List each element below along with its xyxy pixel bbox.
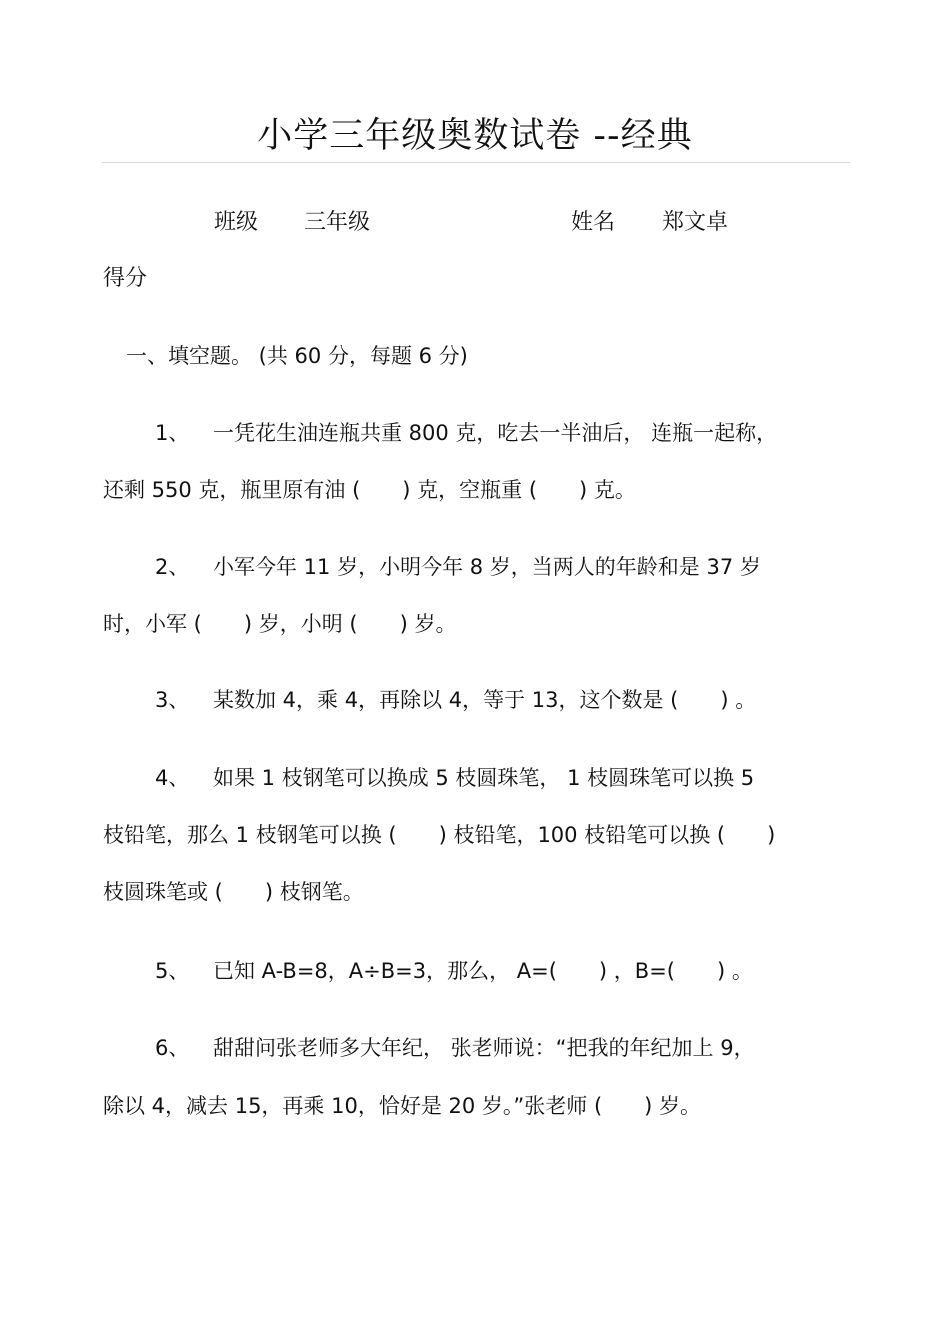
question-6-number: 6、 bbox=[155, 1036, 190, 1060]
page-title: 小学三年级奥数试卷 --经典 bbox=[257, 116, 693, 156]
question-2-line-2: 时，小军 ( ) 岁，小明 ( ) 岁。 bbox=[103, 612, 457, 636]
question-6-cont bbox=[103, 1090, 851, 1120]
question-3 bbox=[103, 684, 851, 714]
name-value: 郑文卓 bbox=[662, 210, 729, 235]
question-3-line-1: 某数加 4，乘 4，再除以 4，等于 13，这个数是 ( ) 。 bbox=[213, 688, 757, 712]
title-divider bbox=[102, 162, 850, 163]
question-4-cont-2 bbox=[103, 876, 851, 906]
question-5-number: 5、 bbox=[155, 959, 190, 983]
question-5-line-1: 已知 A-B=8，A÷B=3，那么， A=( ) ，B=( ) 。 bbox=[213, 959, 753, 983]
question-4-line-3: 枝圆珠笔或 ( ) 枝钢笔。 bbox=[103, 880, 364, 904]
question-6 bbox=[103, 1032, 851, 1062]
question-5 bbox=[103, 955, 851, 985]
question-6-line-2: 除以 4，减去 15，再乘 10，恰好是 20 岁。”张老师 ( ) 岁。 bbox=[103, 1094, 702, 1118]
score-label: 得分 bbox=[103, 266, 148, 291]
question-6-line-1: 甜甜问张老师多大年纪， 张老师说：“把我的年纪加上 9， bbox=[213, 1036, 755, 1060]
question-3-number: 3、 bbox=[155, 688, 190, 712]
question-4-number: 4、 bbox=[155, 766, 190, 790]
question-4-cont-1 bbox=[103, 819, 851, 849]
question-4 bbox=[103, 762, 851, 792]
question-4-line-1: 如果 1 枝钢笔可以换成 5 枝圆珠笔， 1 枝圆珠笔可以换 5 bbox=[213, 766, 755, 790]
question-1-number: 1、 bbox=[155, 421, 190, 445]
question-2-line-1: 小军今年 11 岁，小明今年 8 岁，当两人的年龄和是 37 岁 bbox=[213, 555, 761, 579]
question-4-line-2: 枝铅笔，那么 1 枝钢笔可以换 ( ) 枝铅笔，100 枝铅笔可以换 ( ) bbox=[103, 823, 776, 847]
class-value: 三年级 bbox=[304, 210, 371, 235]
question-1 bbox=[103, 417, 851, 447]
section-heading: 一、填空题。 (共 60 分，每题 6 分) bbox=[126, 344, 468, 368]
question-1-cont bbox=[103, 474, 851, 504]
question-2-cont bbox=[103, 608, 851, 638]
class-label: 班级 bbox=[214, 210, 259, 235]
name-label: 姓名 bbox=[571, 210, 616, 235]
question-1-line-2: 还剩 550 克，瓶里原有油 ( ) 克，空瓶重 ( ) 克。 bbox=[103, 478, 636, 502]
question-2-number: 2、 bbox=[155, 555, 190, 579]
question-1-line-1: 一凭花生油连瓶共重 800 克，吃去一半油后， 连瓶一起称， bbox=[213, 421, 778, 445]
question-2 bbox=[103, 551, 851, 581]
